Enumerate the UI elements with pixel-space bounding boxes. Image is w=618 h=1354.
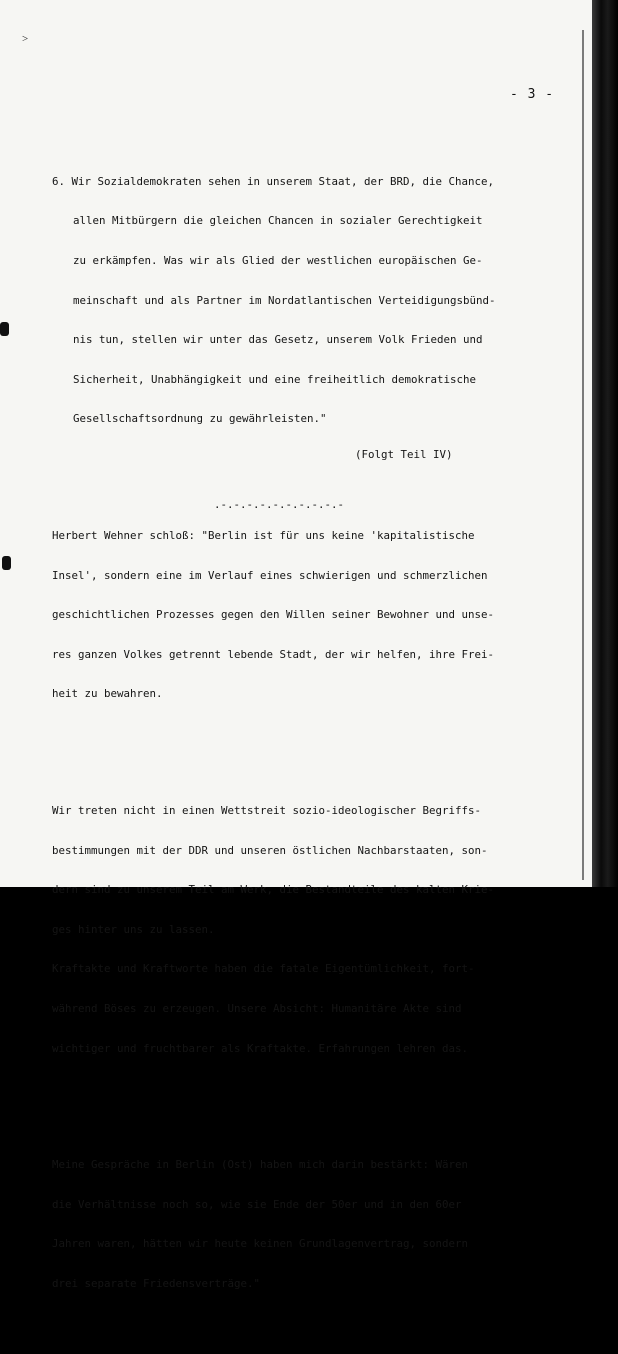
- text-line: Herbert Wehner schloß: "Berlin ist für uns keine 'kapitalistische: [52, 528, 475, 542]
- page-number: - 3 -: [510, 87, 555, 102]
- page-edge-shadow: [582, 30, 584, 880]
- text-line: drei separate Friedensverträge.": [52, 1276, 261, 1290]
- text-line: Wir treten nicht in einen Wettstreit sozio-ideologischer Begriffs-: [52, 803, 482, 817]
- text-line: wichtiger und fruchtbarer als Kraftakte. Erfahrungen lehren das.: [52, 1041, 469, 1055]
- text-line: ges hinter uns zu lassen.: [52, 922, 215, 936]
- text-line: Kraftakte und Kraftworte haben die fatale Eigentümlichkeit, fort-: [52, 962, 475, 976]
- text-line: Sicherheit, Unabhängigkeit und eine freiheitlich demokratische: [73, 372, 477, 386]
- text-line: res ganzen Volkes getrennt lebende Stadt, der wir helfen, ihre Frei-: [52, 647, 495, 661]
- continuation-note: (Folgt Teil IV): [355, 448, 453, 461]
- scan-mark: ˃: [22, 32, 29, 45]
- punch-hole-mark: [0, 322, 9, 336]
- paragraph-wehner: [52, 503, 572, 727]
- document-body: [52, 122, 572, 1354]
- paragraph-gespraeche: [52, 1132, 572, 1317]
- text-line: dern sind zu unserem Teil am Werk, die Bestandteile des kalten Krie-: [52, 883, 495, 897]
- item-number: 6.: [52, 174, 66, 188]
- text-line: nis tun, stellen wir unter das Gesetz, unserem Volk Frieden und: [73, 333, 483, 347]
- text-line: bestimmungen mit der DDR und unseren östlichen Nachbarstaaten, son-: [52, 843, 488, 857]
- text-line: zu erkämpfen. Was wir als Glied der westlichen europäischen Ge-: [73, 254, 483, 267]
- text-line: heit zu bewahren.: [52, 687, 163, 701]
- text-line: Insel', sondern eine im Verlauf eines schwierigen und schmerzlichen: [52, 568, 488, 582]
- text-line: meinschaft und als Partner im Nordatlantischen Verteidigungsbünd-: [73, 293, 496, 307]
- text-line: allen Mitbürgern die gleichen Chancen in sozialer Gerechtigkeit: [73, 214, 483, 228]
- numbered-item: [52, 148, 572, 452]
- text-line: während Böses zu erzeugen. Unsere Absicht: Humanitäre Akte sind: [52, 1001, 462, 1015]
- paragraph-wettstreit: [52, 778, 572, 1082]
- text-line: die Verhältnisse noch so, wie sie Ende der 50er und in den 60er: [52, 1197, 462, 1211]
- text-line: Jahren waren, hätten wir heute keinen Grundlagenvertrag, sondern: [52, 1237, 469, 1251]
- text-line: Gesellschaftsordnung zu gewährleisten.": [73, 412, 327, 426]
- text-line: Wir Sozialdemokraten sehen in unserem Staat, der BRD, die Chance,: [71, 174, 495, 188]
- section-divider: .-.-.-.-.-.-.-.-.-.-: [214, 498, 345, 511]
- scan-border: [592, 0, 618, 887]
- text-line: geschichtlichen Prozesses gegen den Willen seiner Bewohner und unse-: [52, 608, 495, 622]
- punch-hole-mark: [2, 556, 11, 570]
- text-line: Meine Gespräche in Berlin (Ost) haben mich darin bestärkt: Wären: [52, 1158, 469, 1172]
